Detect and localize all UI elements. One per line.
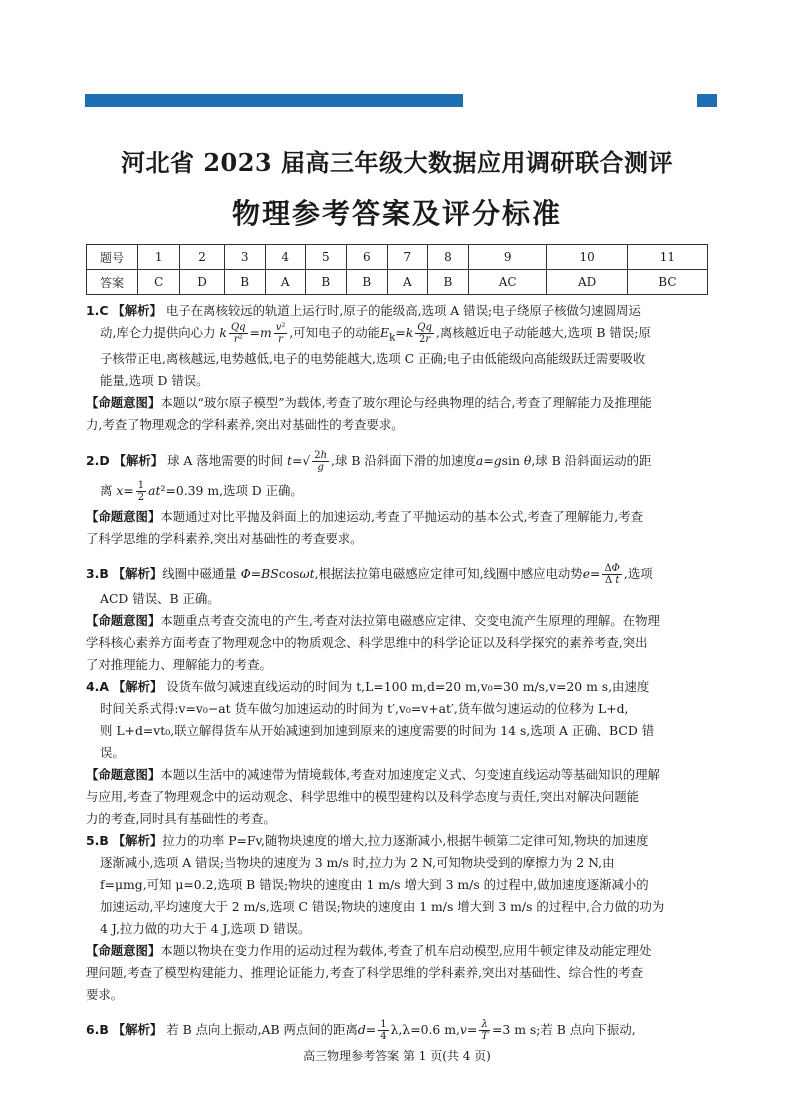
analysis-text: ,离核越近电子动能越大,选项 B 错误;原 [435,325,651,340]
question-cell: 9 [468,245,547,270]
analysis-text: 能量,选项 D 错误。 [100,373,209,389]
question-cell: 4 [265,245,305,270]
solution-line: 2.D 【解析】 球 A 落地需要的时间 t=√ $\frac{2h}{g}$ ,球 B 沿斜面下滑的加速度a=gsin θ,球 B 沿斜面运动的距 [86,450,652,474]
analysis-tag: 【解析】 [113,453,164,469]
intent-text: 与应用,考查了物理观念中的运动观念、科学思维中的模型建构以及科学态度与责任,突出对解决问题能 [86,789,640,805]
answer-cell: A [265,270,305,295]
analysis-text: λ,λ=0.6 m, [390,1022,460,1038]
page-footer: 高三物理参考答案 第 1 页(共 4 页) [303,1049,491,1063]
answer-explanations [86,300,712,1044]
question-cell: 11 [627,245,707,270]
question-cell: 8 [428,245,469,270]
analysis-tag: 【解析】 [112,303,162,318]
intent-text: 本题重点考查交流电的产生,考查对法拉第电磁感应定律、交变电流产生原理的理解。在物理 [160,613,660,629]
analysis-text: 时间关系式得:v=v₀−at 货车做匀加速运动的时间为 t′,v₀=v+at′,货车做匀速运动的位移为 L+d, [100,701,629,717]
question-number: 4.A [86,679,109,695]
analysis-text: 拉力的功率 P=Fv,随物块速度的增大,拉力逐渐减小,根据牛顿第二定律可知,物块的加速度 [162,833,649,849]
intent-line [86,610,712,632]
answer-table [86,244,708,295]
question-cell: 1 [138,245,180,270]
solution-5 [86,830,712,1006]
analysis-tag: 【解析】 [112,1022,163,1038]
solution-6 [86,1016,712,1044]
analysis-text: 误。 [100,745,125,761]
intent-line [86,940,712,962]
question-row [87,245,708,270]
header-bar-right [697,94,717,107]
answer-cell: C [138,270,180,295]
answer-row [87,270,708,295]
intent-text: 本题通过对比平抛及斜面上的加速运动,考查了平抛运动的基本公式,考查了理解能力,考查 [160,509,644,525]
analysis-text: 则 L+d=vt₀,联立解得货车从开始减速到加速到原来的速度需要的时间为 14 s,选项 A 正确、BCD 错 [100,723,655,739]
formula-fraction: $\frac{1}{2}$ [137,480,145,504]
analysis-text: ,球 B 沿斜面下滑的加速度 [331,453,476,469]
analysis-tag: 【解析】 [112,566,163,582]
intent-tag: 【命题意图】 [86,395,161,411]
intent-tag: 【命题意图】 [86,943,161,959]
intent-text: 力的考查,同时具有基础性的考查。 [86,811,276,827]
question-cell: 5 [305,245,346,270]
analysis-text: 子核带正电,离核越远,电势越低,电子的电势能越大,选项 C 正确;电子由低能级向高能级跃迁需要吸收 [100,351,646,367]
formula: k [219,325,227,340]
analysis-tag: 【解析】 [112,833,163,849]
analysis-text: =3 m s;若 B 点向下振动, [491,1022,636,1038]
question-number: 6.B [86,1022,109,1038]
solution-line: 6.B 【解析】 若 B 点向上振动,AB 两点间的距离d= $\frac{1}{4}$ λ,λ=0.6 m,v= $\frac{\lambda}{T}$ =3 m s;若 B 点向下振动, [86,1019,636,1043]
solution-4 [86,676,712,830]
solution-2 [86,446,712,550]
answer-cell: BC [627,270,707,295]
solution-line [86,676,712,698]
intent-line [86,764,712,786]
question-number: 1.C [86,303,109,318]
analysis-text: 若 B 点向上振动,AB 两点间的距离 [166,1022,358,1038]
question-cell: 3 [224,245,265,270]
answer-row-label: 答案 [87,270,138,295]
document-subtitle: 物理参考答案及评分标准 [231,197,562,230]
answer-cell: D [180,270,224,295]
formula-fraction: $\frac{Qq}{2r}$ [417,322,432,345]
solution-line [86,300,712,322]
question-cell: 7 [387,245,427,270]
intent-text: 本题以生活中的减速带为情境载体,考查对加速度定义式、匀变速直线运动等基础知识的理解 [160,767,660,783]
intent-line [86,392,712,414]
analysis-text: f=μmg,可知 μ=0.2,选项 B 错误;物块的速度由 1 m/s 增大到 3 m/s 的过程中,做加速度逐渐减小的 [100,877,649,893]
formula-fraction: $\frac{\text{v²}}{r}$ [275,322,286,345]
formula-fraction: $\frac{1}{4}$ [380,1019,387,1043]
intent-text: 力,考查了物理观念的学科素养,突出对基础性的考查要求。 [86,417,404,433]
analysis-text: 设货车做匀减速直线运动的时间为 t,L=100 m,d=20 m,v₀=30 m/s,v=20 m s,由速度 [166,679,650,695]
intent-tag: 【命题意图】 [86,613,161,629]
intent-text: 要求。 [86,987,124,1003]
analysis-tag: 【解析】 [112,679,163,695]
solution-line [86,830,712,852]
formula-fraction: $\frac{\Delta\Phi}{\text{Δ t}}$ [604,563,620,587]
analysis-text: ,根据法拉第电磁感应定律可知,线圈中感应电动势 [314,566,583,582]
answer-cell: B [428,270,469,295]
formula-fraction: $\frac{2h}{g}$ [314,450,328,474]
answer-cell: A [387,270,427,295]
analysis-text: 4 J,拉力做的功大于 4 J,选项 D 错误。 [100,921,311,937]
intent-text: 了科学思维的学科素养,突出对基础性的考查要求。 [86,531,363,547]
question-cell: 2 [180,245,224,270]
question-number: 3.B [86,566,109,582]
question-row-label: 题号 [87,245,138,270]
answer-cell: B [224,270,265,295]
analysis-text: 逐渐减小,选项 A 错误;当物块的速度为 3 m/s 时,拉力为 2 N,可知物块受到的摩擦力为 2 N,由 [100,855,615,871]
solution-1 [86,300,712,436]
header-bar-left [85,94,463,107]
answer-cell: B [346,270,387,295]
intent-line [86,506,712,528]
analysis-text: 球 A 落地需要的时间 [167,453,284,469]
answer-cell: AC [468,270,547,295]
exam-title: 河北省 2023 届高三年级大数据应用调研联合测评 [120,148,673,177]
solution-line: 3.B 【解析】线圈中磁通量 Φ=BScosωt,根据法拉第电磁感应定律可知,线圈中感应电动势e= $\frac{\Delta\Phi}{\text{Δ t}}$ ,选项 [86,563,653,587]
analysis-text: 线圈中磁通量 [162,566,237,582]
analysis-text: 加速运动,平均速度大于 2 m/s,选项 C 错误;物块的速度由 1 m/s 增大到 3 m/s 的过程中,合力做的功为 [100,899,665,915]
intent-text: 了对推理能力、理解能力的考查。 [86,657,272,673]
formula: E [380,325,390,340]
analysis-text: ,球 B 沿斜面运动的距 [531,453,652,469]
analysis-text: 动,库仑力提供向心力 [100,325,216,340]
intent-text: 理问题,考查了模型构建能力、推理论证能力,考查了科学思维的学科素养,突出对基础性、综合性的考查 [86,965,644,981]
analysis-text: ACD 错误、B 正确。 [100,591,220,607]
question-cell: 6 [346,245,387,270]
solution-3 [86,560,712,676]
intent-text: 学科核心素养方面考查了物理观念中的物质观念、科学思维中的科学论证以及科学探究的素养考查,突出 [86,635,648,651]
analysis-text: ,可知电子的动能 [289,325,381,340]
intent-text: 本题以“玻尔原子模型”为载体,考查了玻尔理论与经典物理的结合,考查了理解能力及推理能 [160,395,652,411]
answer-cell: AD [547,270,627,295]
intent-tag: 【命题意图】 [86,767,161,783]
question-number: 2.D [86,453,110,469]
question-number: 5.B [86,833,109,849]
analysis-text: ,选项 [623,566,653,582]
solution-line: 动,库仑力提供向心力 k $\frac{Qq}{\text{r²}}$ =m $\frac{\text{v²}}{r}$ ,可知电子的动能$E_k=k$ $\frac{Qq}{2r}$ ,离核越近电子动能越大,选项 B 错误;原 [100,322,651,345]
formula-fraction: $\frac{\lambda}{T}$ [481,1019,488,1043]
analysis-text: 离 [100,483,113,499]
formula-fraction: $\frac{Qq}{\text{r²}}$ [230,322,246,345]
analysis-text: 电子在离核较远的轨道上运行时,原子的能级高,选项 A 错误;电子绕原子核做匀速圆周运 [165,303,641,318]
solution-line: 离 x= $\frac{1}{2}$ at²=0.39 m,选项 D 正确。 [100,480,303,504]
intent-tag: 【命题意图】 [86,509,161,525]
analysis-text: =0.39 m,选项 D 正确。 [165,483,303,499]
intent-text: 本题以物块在变力作用的运动过程为载体,考查了机车启动模型,应用牛顿定律及动能定理处 [160,943,652,959]
answer-cell: B [305,270,346,295]
question-cell: 10 [547,245,627,270]
